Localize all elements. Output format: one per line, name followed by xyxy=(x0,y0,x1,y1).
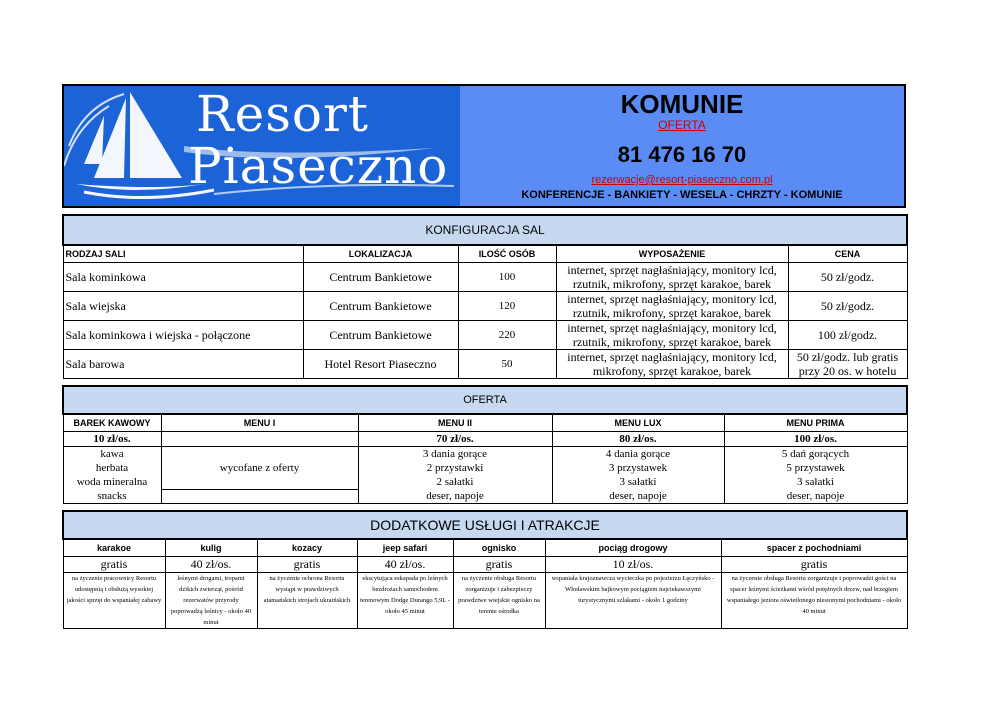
extras-section-title: DODATKOWE USŁUGI I ATRAKCJE xyxy=(63,511,907,539)
extra-name: kulig xyxy=(165,539,257,557)
extra-name: pociąg drogowy xyxy=(545,539,721,557)
hall-location: Centrum Bankietowe xyxy=(303,263,458,292)
hall-location: Centrum Bankietowe xyxy=(303,321,458,350)
price-menu-2: 70 zł/os. xyxy=(358,432,552,447)
extra-description: na życzenie ochrona Resortu wystąpi w prawdziwych atamańskich strojach ukraińskich xyxy=(257,573,357,629)
logo-wordmark xyxy=(188,86,449,195)
halls-table xyxy=(62,214,908,379)
menu-1-status: wycofane z oferty xyxy=(162,447,358,490)
extra-description: na życzenie obsługa Resortu zorganizuje i poprowadzi gości na spacer leśnymi ścieżkami wśród potężnych drzew, nad brzegiem wspaniałego jeziora oświetlonego niesionymi pochodniami - około 40 minut xyxy=(721,573,907,629)
hall-people: 50 xyxy=(458,350,556,379)
extra-name: spacer z pochodniami xyxy=(721,539,907,557)
list-item: herbata xyxy=(95,462,129,474)
extra-price: 10 zł/os. xyxy=(545,557,721,573)
extra-price: gratis xyxy=(721,557,907,573)
halls-section-title: KONFIGURACJA SAL xyxy=(63,215,907,245)
price-barek: 10 zł/os. xyxy=(63,432,161,447)
list-item: kawa xyxy=(100,448,124,460)
col-menu-lux: MENU LUX xyxy=(552,414,724,432)
hall-price: 50 zł/godz. xyxy=(788,263,907,292)
hall-location: Centrum Bankietowe xyxy=(303,292,458,321)
hall-price: 50 zł/godz. lub gratis przy 20 os. w hotelu xyxy=(788,350,907,379)
table-row xyxy=(63,321,907,350)
col-people: ILOŚĆ OSÓB xyxy=(458,245,556,263)
col-menu-2: MENU II xyxy=(358,414,552,432)
resort-logo xyxy=(64,86,460,206)
extras-desc-row xyxy=(63,573,907,629)
col-hall-type: RODZAJ SALI xyxy=(63,245,303,263)
logo-line-1: Resort xyxy=(196,86,369,143)
hall-equipment: internet, sprzęt nagłaśniający, monitory lcd, rzutnik, mikrofony, sprzęt karakoe, barek xyxy=(556,263,788,292)
col-menu-prima: MENU PRIMA xyxy=(724,414,907,432)
list-item: 5 dań gorących xyxy=(781,448,850,460)
header xyxy=(62,84,906,208)
hall-equipment: internet, sprzęt nagłaśniający, monitory lcd, mikrofony, sprzęt karakoe, barek xyxy=(556,350,788,379)
hall-people: 100 xyxy=(458,263,556,292)
hall-equipment: internet, sprzęt nagłaśniający, monitory lcd, rzutnik, mikrofony, sprzęt karakoe, barek xyxy=(556,292,788,321)
extra-price: gratis xyxy=(453,557,545,573)
list-item: 2 przystawki xyxy=(426,462,484,474)
price-row xyxy=(63,432,907,447)
table-row xyxy=(63,350,907,379)
offer-table xyxy=(62,385,908,504)
extra-price: 40 zł/os. xyxy=(357,557,453,573)
hall-equipment: internet, sprzęt nagłaśniający, monitory lcd, rzutnik, mikrofony, sprzęt karakoe, barek xyxy=(556,321,788,350)
list-item: 4 dania gorące xyxy=(605,448,671,460)
extra-price: 40 zł/os. xyxy=(165,557,257,573)
list-item: 2 sałatki xyxy=(436,476,474,488)
list-item: 3 sałatki xyxy=(619,476,657,488)
table-row xyxy=(63,292,907,321)
list-item: deser, napoje xyxy=(609,490,667,502)
list-item: 3 dania gorące xyxy=(422,448,488,460)
extra-description: leśnymi drogami, tropami dzikich zwierząt, pośród rezerwatów przyrody poprowadzą leśnicy - około 40 minut xyxy=(165,573,257,629)
hall-name: Sala barowa xyxy=(63,350,303,379)
list-item: woda mineralna xyxy=(76,476,148,488)
offer-sheet xyxy=(62,84,906,629)
col-barek: BAREK KAWOWY xyxy=(63,414,161,432)
header-info xyxy=(460,86,904,206)
extra-description: wspaniała krajoznawcza wycieczka po pojezierzu Łęczyńsko - Włodawskim bajkowym pociągiem najciekawszymi turystycznymi szlakami - około 1 godziny xyxy=(545,573,721,629)
hall-location: Hotel Resort Piaseczno xyxy=(303,350,458,379)
extra-description: ekscytująca eskapada po leśnych bezdrożach samochodem terenowym Dodge Durango 5,9L - około 45 minut xyxy=(357,573,453,629)
col-menu-1: MENU I xyxy=(161,414,358,432)
phone-number: 81 476 16 70 xyxy=(617,142,747,167)
hall-name: Sala kominkowa i wiejska - połączone xyxy=(63,321,303,350)
hall-price: 50 zł/godz. xyxy=(788,292,907,321)
extra-price: gratis xyxy=(257,557,357,573)
hall-name: Sala wiejska xyxy=(63,292,303,321)
list-item: deser, napoje xyxy=(786,490,845,502)
col-equipment: WYPOSAŻENIE xyxy=(556,245,788,263)
hall-people: 120 xyxy=(458,292,556,321)
extras-price-row xyxy=(63,557,907,573)
logo-line-2: Piaseczno xyxy=(188,137,449,195)
price-menu-prima: 100 zł/os. xyxy=(724,432,907,447)
extra-price: gratis xyxy=(63,557,165,573)
extras-table xyxy=(62,510,908,629)
extra-name: ognisko xyxy=(453,539,545,557)
col-location: LOKALIZACJA xyxy=(303,245,458,263)
tagline: KONFERENCJE - BANKIETY - WESELA - CHRZTY - KOMUNIE xyxy=(521,189,843,201)
hall-name: Sala kominkowa xyxy=(63,263,303,292)
price-menu-lux: 80 zł/os. xyxy=(552,432,724,447)
hall-price: 100 zł/godz. xyxy=(788,321,907,350)
list-item: 3 przystawek xyxy=(608,462,668,474)
extra-description: na życzenie obsługa Resortu zorganizuje i zabezpieczy prawdziwe wiejskie ognisko na terenie ośrodka xyxy=(453,573,545,629)
list-item: 5 przystawek xyxy=(786,462,845,474)
page-subtitle: OFERTA xyxy=(658,118,706,132)
table-row xyxy=(63,263,907,292)
menu-items-row xyxy=(63,447,907,504)
offer-section-title: OFERTA xyxy=(63,386,907,414)
page-title: KOMUNIE xyxy=(620,89,744,119)
hall-people: 220 xyxy=(458,321,556,350)
extra-description: na życzenie pracownicy Resortu udostępnią i obsłużą wysokiej jakości sprzęt do wspaniałej zabawy xyxy=(63,573,165,629)
list-item: 3 sałatki xyxy=(797,476,834,488)
col-price: CENA xyxy=(788,245,907,263)
email-link[interactable]: rezerwacje@resort-piaseczno.com.pl xyxy=(591,174,773,186)
extra-name: karakoe xyxy=(63,539,165,557)
extra-name: jeep safari xyxy=(357,539,453,557)
list-item: snacks xyxy=(97,490,127,502)
extra-name: kozacy xyxy=(257,539,357,557)
list-item: deser, napoje xyxy=(426,490,484,502)
price-menu-1 xyxy=(161,432,358,447)
